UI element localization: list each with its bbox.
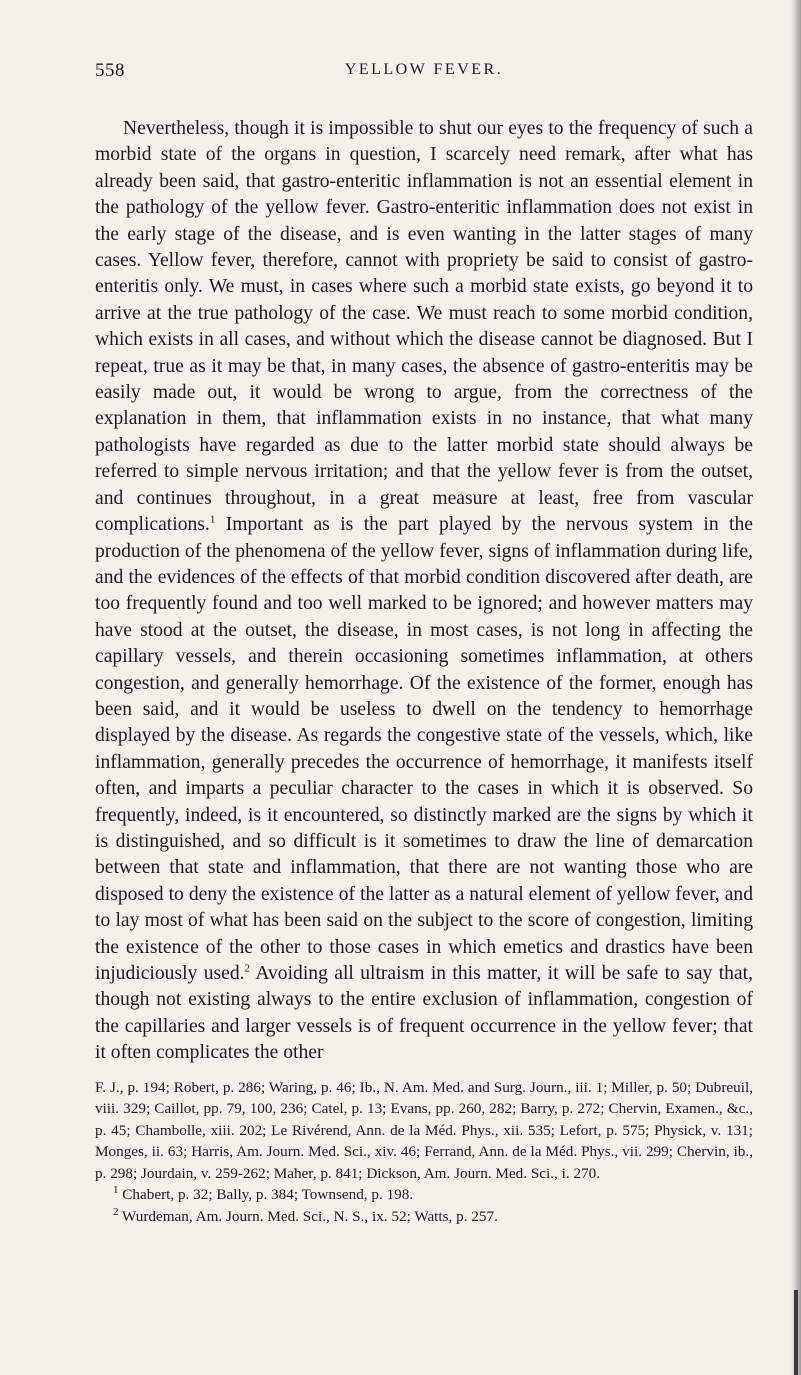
body-paragraph <box>95 116 753 1067</box>
page-edge-shadow <box>791 0 801 1375</box>
body-text-part-2: Important as is the part played by the nervous system in the production of the phenomena of the yellow fever, signs of inflammation during life, and the evidences of the effects of that morbid condition discovered after death, are too frequently found and too well marked to be ignored; and however matters may have stood at the outset, the disease, in most cases, is not long in affecting the capillary vessels, and therein occasioning sometimes inflammation, at others congestion, and generally hemorrhage. Of the existence of the former, enough has been said, and it would be useless to dwell on the tendency to hemorrhage displayed by the disease. As regards the congestive state of the vessels, which, like inflammation, generally precedes the occurrence of hemorrhage, it manifests itself often, and imparts a peculiar character to the cases in which it is observed. So frequently, indeed, is it encountered, so distinctly marked are the signs by which it is distinguished, and so difficult is it sometimes to draw the line of demarcation between that state and inflammation, that there are not wanting those who are disposed to deny the existence of the latter as a natural element of yellow fever, and to lay most of what has been said on the subject to the score of congestion, limiting the existence of the other to those cases in which emetics and drastics have been injudiciously used. <box>95 514 753 984</box>
page-edge-mark <box>794 1290 798 1375</box>
footnote-2 <box>95 1206 753 1228</box>
footnote-2-marker: 2 <box>113 1205 119 1218</box>
footnotes <box>95 1077 753 1228</box>
footnote-ref-1: 1 <box>209 513 216 526</box>
footnote-1 <box>95 1184 753 1206</box>
footnote-ref-2: 2 <box>244 962 251 975</box>
page-content <box>95 60 753 1227</box>
body-text-part-1: Nevertheless, though it is impossible to shut our eyes to the frequency of such a morbid state of the organs in question, I scarcely need remark, after what has already been said, that gastro-enteritic inflammation is not an essential element in the pathology of the yellow fever. Gastro-enteritic inflammation does not exist in the early stage of the disease, and is even wanting in the latter stages of many cases. Yellow fever, therefore, cannot with propriety be said to consist of gastro-enteritis only. We must, in cases where such a morbid state exists, go beyond it to arrive at the true pathology of the case. We must reach to some morbid condition, which exists in all cases, and without which the disease cannot be diagnosed. But I repeat, true as it may be that, in many cases, the absence of gastro-enteritis may be easily made out, it would be wrong to argue, from the correctness of the explanation in them, that inflammation exists in no instance, that what many pathologists have regarded as due to the latter morbid state should always be referred to simple nervous irritation; and that the yellow fever is from the outset, and continues throughout, in a great measure at least, free from vascular complications. <box>95 118 753 536</box>
footnote-1-text: Chabert, p. 32; Bally, p. 384; Townsend, p. 198. <box>118 1186 414 1204</box>
footnote-references: F. J., p. 194; Robert, p. 286; Waring, p. 46; Ib., N. Am. Med. and Surg. Journ., iii. 1; Miller, p. 50; Dubreuil, viii. 329; Caillot, pp. 79, 100, 236; Catel, p. 13; Evans, pp. 260, 282; Barry, p. 272; Chervin, Examen., &c., p. 45; Chambolle, xiii. 202; Le Rivérend, Ann. de la Méd. Phys., xii. 535; Lefort, p. 575; Physick, v. 131; Monges, ii. 63; Harris, Am. Journ. Med. Sci., xiv. 46; Ferrand, Ann. de la Méd. Phys., vii. 299; Chervin, ib., p. 298; Jourdain, v. 259-262; Maher, p. 841; Dickson, Am. Journ. Med. Sci., i. 270. <box>95 1078 753 1182</box>
footnote-2-text: Wurdeman, Am. Journ. Med. Sci., N. S., ix. 52; Watts, p. 257. <box>118 1207 498 1225</box>
running-title: YELLOW FEVER. <box>344 61 504 78</box>
footnote-1-marker: 1 <box>113 1184 119 1197</box>
running-head <box>95 60 753 90</box>
body-text-part-3: Avoiding all ultraism in this matter, it will be safe to say that, though not existing always to the entire exclusion of inflammation, congestion of the capillaries and larger vessels is of frequent occurrence in the yellow fever; that it often complicates the other <box>95 963 753 1064</box>
page-number: 558 <box>95 60 125 81</box>
